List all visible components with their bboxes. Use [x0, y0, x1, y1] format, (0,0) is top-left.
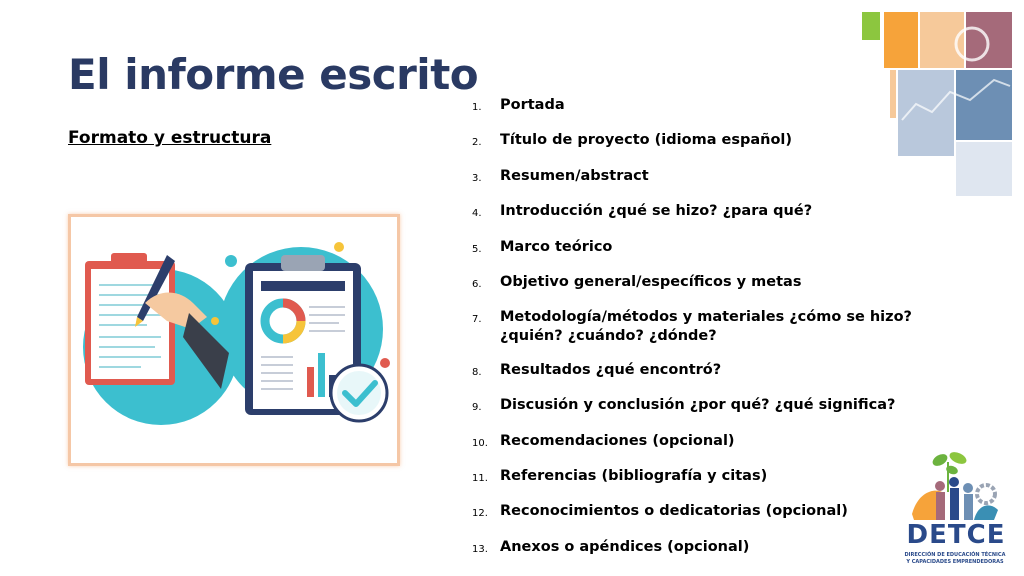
list-item: 2. Título de proyecto (idioma español) [472, 132, 793, 149]
list-item: 3. Resumen/abstract [472, 167, 649, 184]
slide-subtitle: Formato y estructura [68, 128, 272, 148]
report-illustration [68, 214, 400, 466]
list-item: 8. Resultados ¿qué encontró? [472, 361, 722, 378]
list-item: 9. Discusión y conclusión ¿por qué? ¿qué significa? [472, 397, 896, 414]
list-item: 6. Objetivo general/específicos y metas [472, 273, 802, 290]
detce-logo [894, 448, 1016, 572]
logo-name: DETCE [906, 520, 1006, 550]
list-item: 5. Marco teórico [472, 238, 613, 255]
list-item: 7. Metodología/métodos y materiales ¿cómo se hizo? ¿quién? ¿cuándo? ¿dónde? [472, 309, 912, 345]
list-item: 1. Portada [472, 97, 565, 113]
list-item: 13. Anexos o apéndices (opcional) [472, 538, 750, 555]
clipboard-report-icon [71, 217, 397, 463]
logo-line1: DIRECCIÓN DE EDUCACIÓN TÉCNICA [904, 552, 1006, 558]
decorative-squares-icon [854, 0, 1024, 200]
list-item: 11. Referencias (bibliografía y citas) [472, 467, 768, 484]
list-item: 10. Recomendaciones (opcional) [472, 432, 735, 449]
slide-title: El informe escrito [68, 50, 479, 99]
list-item: 12. Reconocimientos o dedicatorias (opcional) [472, 503, 848, 520]
logo-line2: Y CAPACIDADES EMPRENDEDORAS [906, 559, 1004, 565]
list-item: 4. Introducción ¿qué se hizo? ¿para qué? [472, 203, 813, 220]
